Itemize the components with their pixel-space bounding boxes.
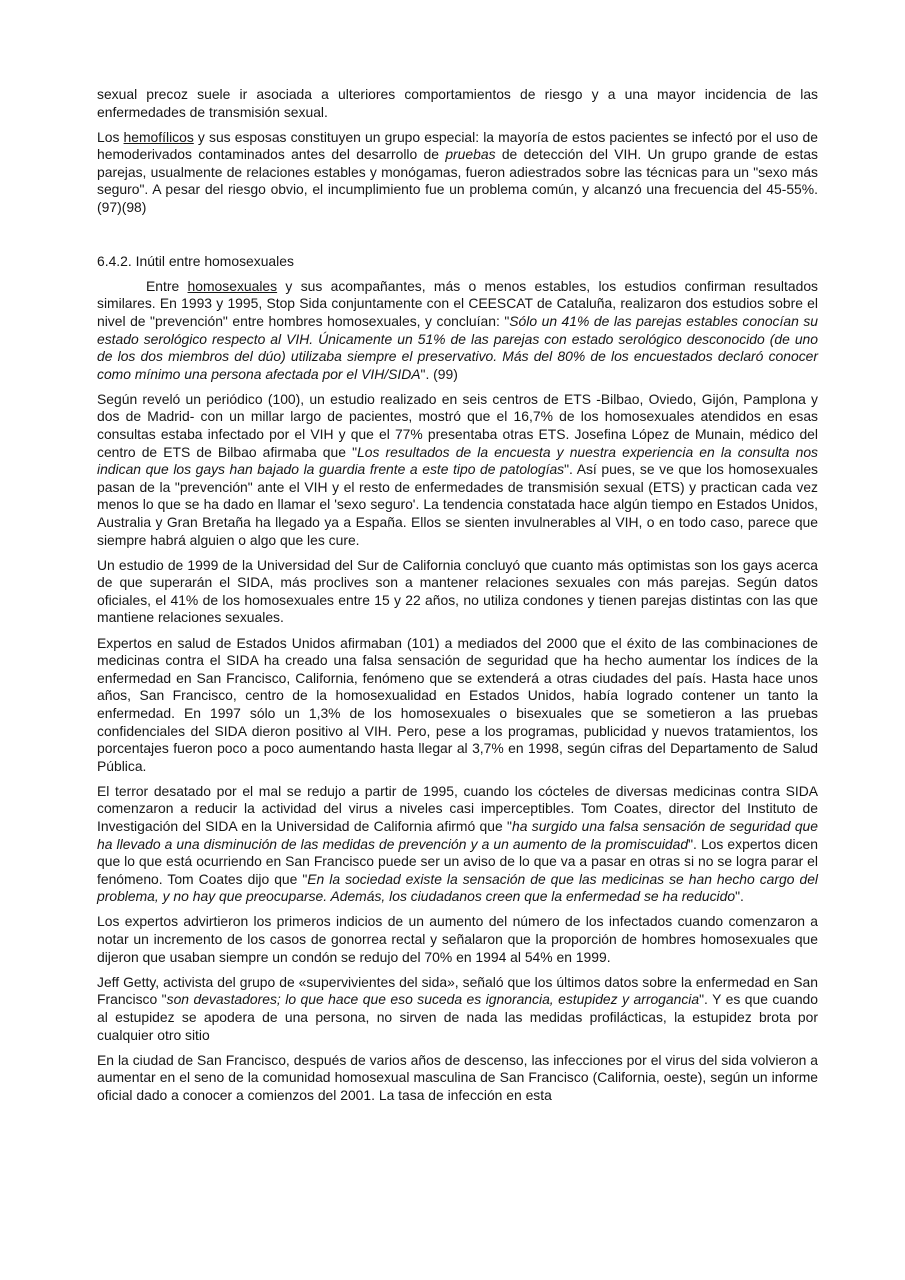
- text-run: Entre: [146, 277, 188, 294]
- paragraph: [97, 1052, 818, 1105]
- paragraph: [97, 635, 818, 776]
- document-body: [97, 86, 818, 1112]
- italic-text-run: Sólo un 41% de las parejas estables conocían su estado serológico respecto al VIH. Únicamente un 51% de las parejas con estado serológico desconocido (de uno de los dos miembros del dúo) utilizaba siempre el preservativo. Más del 80% de los encuestados declaró conocer como mínimo una persona afectada por el VIH/SIDA: [97, 312, 818, 382]
- text-run: ". Los expertos dicen que lo que está ocurriendo en San Francisco puede ser un aviso de lo que va a pasar en otras si no se logra parar el fenómeno. Tom Coates dijo que ": [97, 835, 818, 887]
- paragraph: [97, 129, 818, 217]
- text-run: En la ciudad de San Francisco, después de varios años de descenso, las infecciones por el virus del sida volvieron a aumentar en el seno de la comunidad homosexual masculina de San Francisco (California, oeste), según un informe oficial dado a conocer a comienzos del 2001. La tasa de infección en esta: [97, 1051, 818, 1103]
- text-run: de detección del VIH. Un grupo grande de estas parejas, usualmente de relaciones estables y monógamas, fueron adiestrados sobre las técnicas para un "sexo más seguro". A pesar del riesgo obvio, el incumplimiento fue un problema común, y alcanzó una frecuencia del 45-55%. (97)(98): [97, 146, 818, 216]
- italic-text-run: son devastadores; lo que hace que eso suceda es ignorancia, estupidez y arrogancia: [166, 991, 700, 1008]
- underlined-text-run: hemofílicos: [123, 128, 194, 145]
- paragraph: [97, 278, 818, 384]
- text-run: Expertos en salud de Estados Unidos afirmaban (101) a mediados del 2000 que el éxito de las combinaciones de medicinas contra el SIDA ha creado una falsa sensación de seguridad que ha hecho aumentar los índices de la enfermedad en San Francisco, California, fenómeno que se extenderá a otras ciudades del país. Hasta hace unos años, San Francisco, centro de la homosexualidad en Estados Unidos, había logrado contener un tanto la enfermedad. En 1997 sólo un 1,3% de los homosexuales o bisexuales que se sometieron a las pruebas confidenciales del SIDA dieron positivo al VIH. Pero, pese a los programas, publicidad y nuevos tratamientos, los porcentajes fueron poco a poco aumentando hasta llegar al 3,7% en 1998, según cifras del Departamento de Salud Pública.: [97, 634, 818, 774]
- text-run: y sus esposas constituyen un grupo especial: la mayoría de estos pacientes se infectó por el uso de hemoderivados contaminados antes del desarrollo de: [97, 128, 818, 163]
- text-run: 6.4.2. Inútil entre homosexuales: [97, 252, 294, 269]
- text-run: sexual precoz suele ir asociada a ulteriores comportamientos de riesgo y a una mayor incidencia de las enfermedades de transmisión sexual.: [97, 86, 818, 120]
- paragraph: [97, 557, 818, 627]
- paragraph: [97, 783, 818, 906]
- text-run: y sus acompañantes, más o menos estables, los estudios confirman resultados similares. En 1993 y 1995, Stop Sida conjuntamente con el CEESCAT de Cataluña, realizaron dos estudios sobre el nivel de "prevención" entre hombres homosexuales, y concluían: ": [97, 277, 819, 329]
- text-run: ". Así pues, se ve que los homosexuales pasan de la "prevención" ante el VIH y el resto de enfermedades de transmisión sexual (ETS) y practican cada vez menos lo que se ha dado en llamar el 'sexo seguro'. La tendencia constatada hace algún tiempo en Estados Unidos, Australia y Gran Bretaña ha llegado ya a España. Ellos se sienten invulnerables al VIH, o en todo caso, parece que siempre habrá alguien o algo que les cure.: [97, 461, 818, 548]
- text-run: El terror desatado por el mal se redujo a partir de 1995, cuando los cócteles de diversas medicinas contra SIDA comenzaron a reducir la actividad del virus a niveles casi imperceptibles. Tom Coates, director del Instituto de Investigación del SIDA en la Universidad de California afirmó que ": [97, 782, 818, 834]
- italic-text-run: pruebas: [445, 146, 496, 163]
- paragraph: [97, 913, 818, 966]
- text-run: Un estudio de 1999 de la Universidad del Sur de California concluyó que cuanto más optimistas son los gays acerca de que superarán el SIDA, más proclives son a mantener relaciones sexuales con más parejas. Según datos oficiales, el 41% de los homosexuales entre 15 y 22 años, no utiliza condones y tienen parejas distintas con las que mantiene relaciones sexuales.: [97, 556, 818, 626]
- paragraph: [97, 391, 818, 549]
- italic-text-run: ha surgido una falsa sensación de seguridad que ha llevado a una disminución de las medidas de prevención y a un aumento de la promiscuidad: [97, 817, 818, 852]
- paragraph: [97, 974, 818, 1044]
- underlined-text-run: homosexuales: [187, 277, 278, 294]
- italic-text-run: Los resultados de la encuesta y nuestra experiencia en la consulta nos indican que los gays han bajado la guardia frente a este tipo de patologías: [97, 443, 818, 478]
- section-heading: [97, 253, 818, 271]
- paragraph: [97, 86, 818, 121]
- text-run: Los expertos advirtieron los primeros indicios de un aumento del número de los infectados cuando comenzaron a notar un incremento de los casos de gonorrea rectal y señalaron que la proporción de hombres homosexuales que dijeron que usaban siempre un condón se redujo del 70% en 1994 al 54% en 1999.: [97, 913, 818, 965]
- text-run: ". (99): [420, 365, 458, 382]
- text-run: ". Y es que cuando al estupidez se apodera de una persona, no sirven de nada las medidas profilácticas, la estupidez brota por cualquier otro sitio: [97, 991, 818, 1043]
- text-run: Jeff Getty, activista del grupo de «supervivientes del sida», señaló que los últimos datos sobre la enfermedad en San Francisco ": [97, 973, 818, 1008]
- text-run: Según reveló un periódico (100), un estudio realizado en seis centros de ETS -Bilbao, Oviedo, Gijón, Pamplona y dos de Madrid- con un millar largo de pacientes, mostró que el 16,7% de los homosexuales atendidos en esas consultas estaba infectado por el VIH y que el 77% presentaba otras ETS. Josefina López de Munain, médico del centro de ETS de Bilbao afirmaba que ": [97, 390, 818, 460]
- italic-text-run: En la sociedad existe la sensación de que las medicinas se han hecho cargo del problema, y no hay que preocuparse. Además, los ciudadanos creen que la enfermedad se ha reducido: [97, 870, 818, 905]
- text-run: ".: [735, 888, 744, 905]
- text-run: Los: [97, 128, 124, 145]
